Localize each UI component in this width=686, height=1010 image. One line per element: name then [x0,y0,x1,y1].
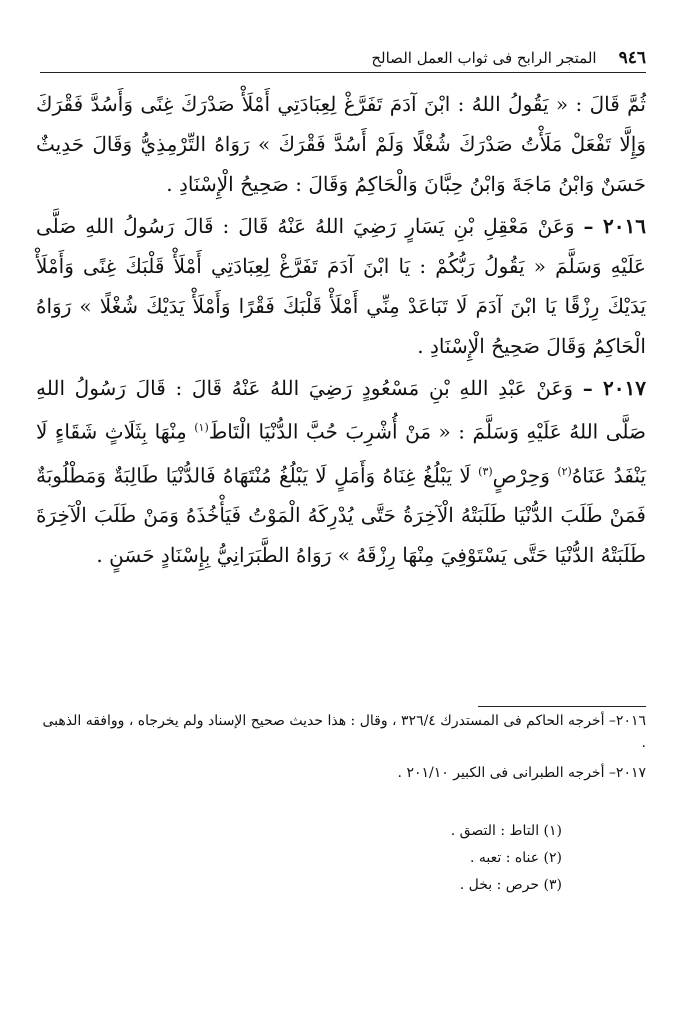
glossary-item-2: (٢) عناه : تعبه . [470,850,562,866]
hadith-text-2016: وَعَنْ مَعْقِلِ بْنِ يَسَارٍ رَضِيَ اللهُ عَنْهُ قَالَ : قَالَ رَسُولُ اللهِ صَلَّى عَلَيْهِ وَسَلَّمَ « يَقُولُ رَبُّكُمْ : يَا ابْنَ آدَمَ تَفَرَّغْ لِعِبَادَتِي أَمْلَأْ قَلْبَكَ غِنًى وَأَمْلَأْ يَدَيْكَ رِزْقًا يَا ابْنَ آدَمَ لَا تَبَاعَدْ مِنِّي أَمْلَأْ قَلْبَكَ فَقْرًا وَأَمْلَأْ يَدَيْكَ شُغْلًا » رَوَاهُ الْحَاكِمُ وَقَالَ صَحِيحُ الْإِسْنَادِ . [36,214,646,358]
source-footnotes [40,710,646,792]
hadith-text-2017-part-d: لَا يَبْلُغُ غِنَاهُ وَأَمَلٍ لَا يَبْلُغُ مُنْتَهَاهُ فَالدُّنْيَا طَالِبَةٌ وَمَطْلُوبَةٌ فَمَنْ طَلَبَ الدُّنْيَا طَلَبَتْهُ الْآخِرَةُ حَتَّى يُدْرِكَهُ الْمَوْتُ فَيَأْخُذَهُ وَمَنْ طَلَبَ الْآخِرَةَ طَلَبَتْهُ الدُّنْيَا حَتَّى يَسْتَوْفِيَ مِنْهَا رِزْقَهُ » رَوَاهُ الطَّبَرَانِيُّ بِإِسْنَادٍ حَسَنٍ . [36,463,646,568]
hadith-2017 [36,368,646,575]
running-head [60,46,646,70]
hadith-2016 [36,206,646,366]
hadith-text-2017-part-c: وَحِرْصٍ [492,463,550,488]
paragraph-continuation: ثُمَّ قَالَ : « يَقُولُ اللهُ : ابْنَ آدَمَ تَفَرَّغْ لِعِبَادَتِي أَمْلَأْ صَدْرَكَ غِنًى وَأَسُدَّ فَقْرَكَ وَإِلَّا تَفْعَلْ مَلَأْتُ صَدْرَكَ شُغْلًا وَلَمْ أَسُدَّ فَقْرَكَ » رَوَاهُ التِّرْمِذِيُّ وَقَالَ حَدِيثٌ حَسَنٌ وَابْنُ مَاجَةَ وَابْنُ حِبَّانَ وَالْحَاكِمُ وَقَالَ : صَحِيحُ الْإِسْنَادِ . [36,92,646,196]
main-text [36,84,646,577]
hadith-number-2017: ٢٠١٧ – [582,376,647,400]
chapter-title: المتجر الرابح فى ثواب العمل الصالح [371,49,597,67]
footnote-2017: ٢٠١٧– أخرجه الطبرانى فى الكبير ٢٠١/١٠ . [397,765,646,781]
hadith-text-2017-part-b: مِنْهَا بِثَلَاثٍ شَقَاءٍ لَا يَنْفَدُ عَنَاهُ [36,419,646,488]
footnote-marker-3[interactable]: (٣) [478,464,493,478]
footnote-2016: ٢٠١٦– أخرجه الحاكم فى المستدرك ٣٢٦/٤ ، وقال : هذا حديث صحيح الإسناد ولم يخرجاه ، ووافقه الذهبى . [42,713,646,751]
word-glossary [451,818,562,899]
hadith-text-2017-part-a: وَعَنْ عَبْدِ اللهِ بْنِ مَسْعُودٍ رَضِيَ اللهُ عَنْهُ قَالَ : قَالَ رَسُولُ اللهِ صَلَّى اللهُ عَلَيْهِ وَسَلَّمَ : « مَنْ أُشْرِبَ حُبَّ الدُّنْيَا الْتَاطَ [36,376,646,444]
footnote-marker-1[interactable]: (١) [194,421,209,434]
footnote-divider [478,706,646,707]
header-divider [40,72,646,73]
page-number: ٩٤٦ [618,48,646,68]
footnote-marker-2[interactable]: (٢) [557,464,572,478]
hadith-number-2016: ٢٠١٦ – [583,214,646,238]
glossary-item-3: (٣) حرص : بخل . [459,877,562,893]
glossary-item-1: (١) التاط : التصق . [450,823,562,839]
